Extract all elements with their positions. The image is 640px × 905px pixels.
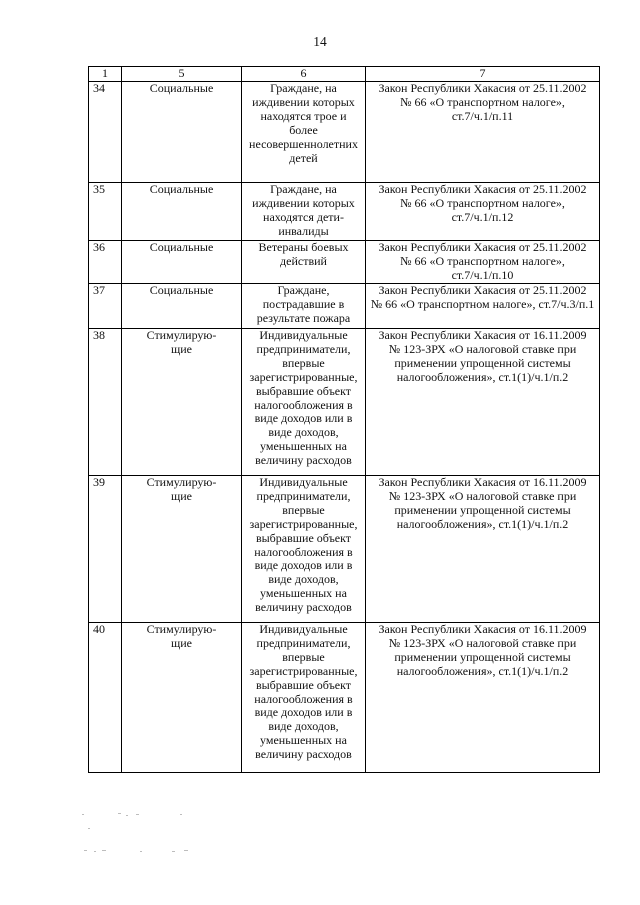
legal-basis: Закон Республики Хакасия от 25.11.2002 № 66 «О транспортном налоге», ст.7/ч.1/п.12	[366, 183, 600, 241]
legal-basis: Закон Республики Хакасия от 25.11.2002 № 66 «О транспортном налоге», ст.7/ч.1/п.10	[366, 241, 600, 284]
taxpayer-category: Индивидуальные предприниматели, впервые зарегистрированные, выбравшие объект налогообложения в виде доходов или в виде доходов, уменьшенных на величину расходов	[242, 623, 366, 773]
benefit-type: Стимулирую- щие	[122, 476, 242, 623]
legal-basis: Закон Республики Хакасия от 16.11.2009 № 123-ЗРХ «О налоговой ставке при применении упрощенной системы налогообложения», ст.1(1)/ч.1/п.2	[366, 329, 600, 476]
taxpayer-category: Граждане, на иждивении которых находятся трое и более несовершеннолетних детей	[242, 82, 366, 183]
table-row	[89, 284, 600, 329]
table-row	[89, 183, 600, 241]
benefits-table	[88, 66, 600, 773]
table-header-row	[89, 67, 600, 82]
taxpayer-category: Индивидуальные предприниматели, впервые зарегистрированные, выбравшие объект налогообложения в виде доходов или в виде доходов, уменьшенных на величину расходов	[242, 476, 366, 623]
row-number: 35	[89, 183, 122, 241]
page-number: 14	[313, 34, 327, 49]
benefit-type: Социальные	[122, 241, 242, 284]
taxpayer-category: Граждане, пострадавшие в результате пожара	[242, 284, 366, 329]
row-number: 36	[89, 241, 122, 284]
taxpayer-category: Граждане, на иждивении которых находятся дети- инвалиды	[242, 183, 366, 241]
table-row	[89, 241, 600, 284]
table-row	[89, 623, 600, 773]
table-body	[89, 82, 600, 773]
taxpayer-category: Индивидуальные предприниматели, впервые зарегистрированные, выбравшие объект налогообложения в виде доходов или в виде доходов, уменьшенных на величину расходов	[242, 329, 366, 476]
taxpayer-category: Ветераны боевых действий	[242, 241, 366, 284]
benefit-type: Социальные	[122, 82, 242, 183]
header-col-6: 6	[242, 67, 366, 82]
header-col-5: 5	[122, 67, 242, 82]
table-row	[89, 329, 600, 476]
scan-noise-marks	[80, 810, 210, 860]
header-col-1: 1	[89, 67, 122, 82]
benefit-type: Стимулирую- щие	[122, 623, 242, 773]
legal-basis: Закон Республики Хакасия от 16.11.2009 № 123-ЗРХ «О налоговой ставке при применении упрощенной системы налогообложения», ст.1(1)/ч.1/п.2	[366, 476, 600, 623]
benefit-type: Стимулирую- щие	[122, 329, 242, 476]
table-row	[89, 476, 600, 623]
table-row	[89, 82, 600, 183]
row-number: 37	[89, 284, 122, 329]
legal-basis: Закон Республики Хакасия от 25.11.2002 № 66 «О транспортном налоге», ст.7/ч.3/п.1	[366, 284, 600, 329]
benefit-type: Социальные	[122, 284, 242, 329]
row-number: 38	[89, 329, 122, 476]
row-number: 40	[89, 623, 122, 773]
row-number: 34	[89, 82, 122, 183]
legal-basis: Закон Республики Хакасия от 16.11.2009 № 123-ЗРХ «О налоговой ставке при применении упрощенной системы налогообложения», ст.1(1)/ч.1/п.2	[366, 623, 600, 773]
legal-basis: Закон Республики Хакасия от 25.11.2002 № 66 «О транспортном налоге», ст.7/ч.1/п.11	[366, 82, 600, 183]
table-header	[89, 67, 600, 82]
row-number: 39	[89, 476, 122, 623]
header-col-7: 7	[366, 67, 600, 82]
benefit-type: Социальные	[122, 183, 242, 241]
